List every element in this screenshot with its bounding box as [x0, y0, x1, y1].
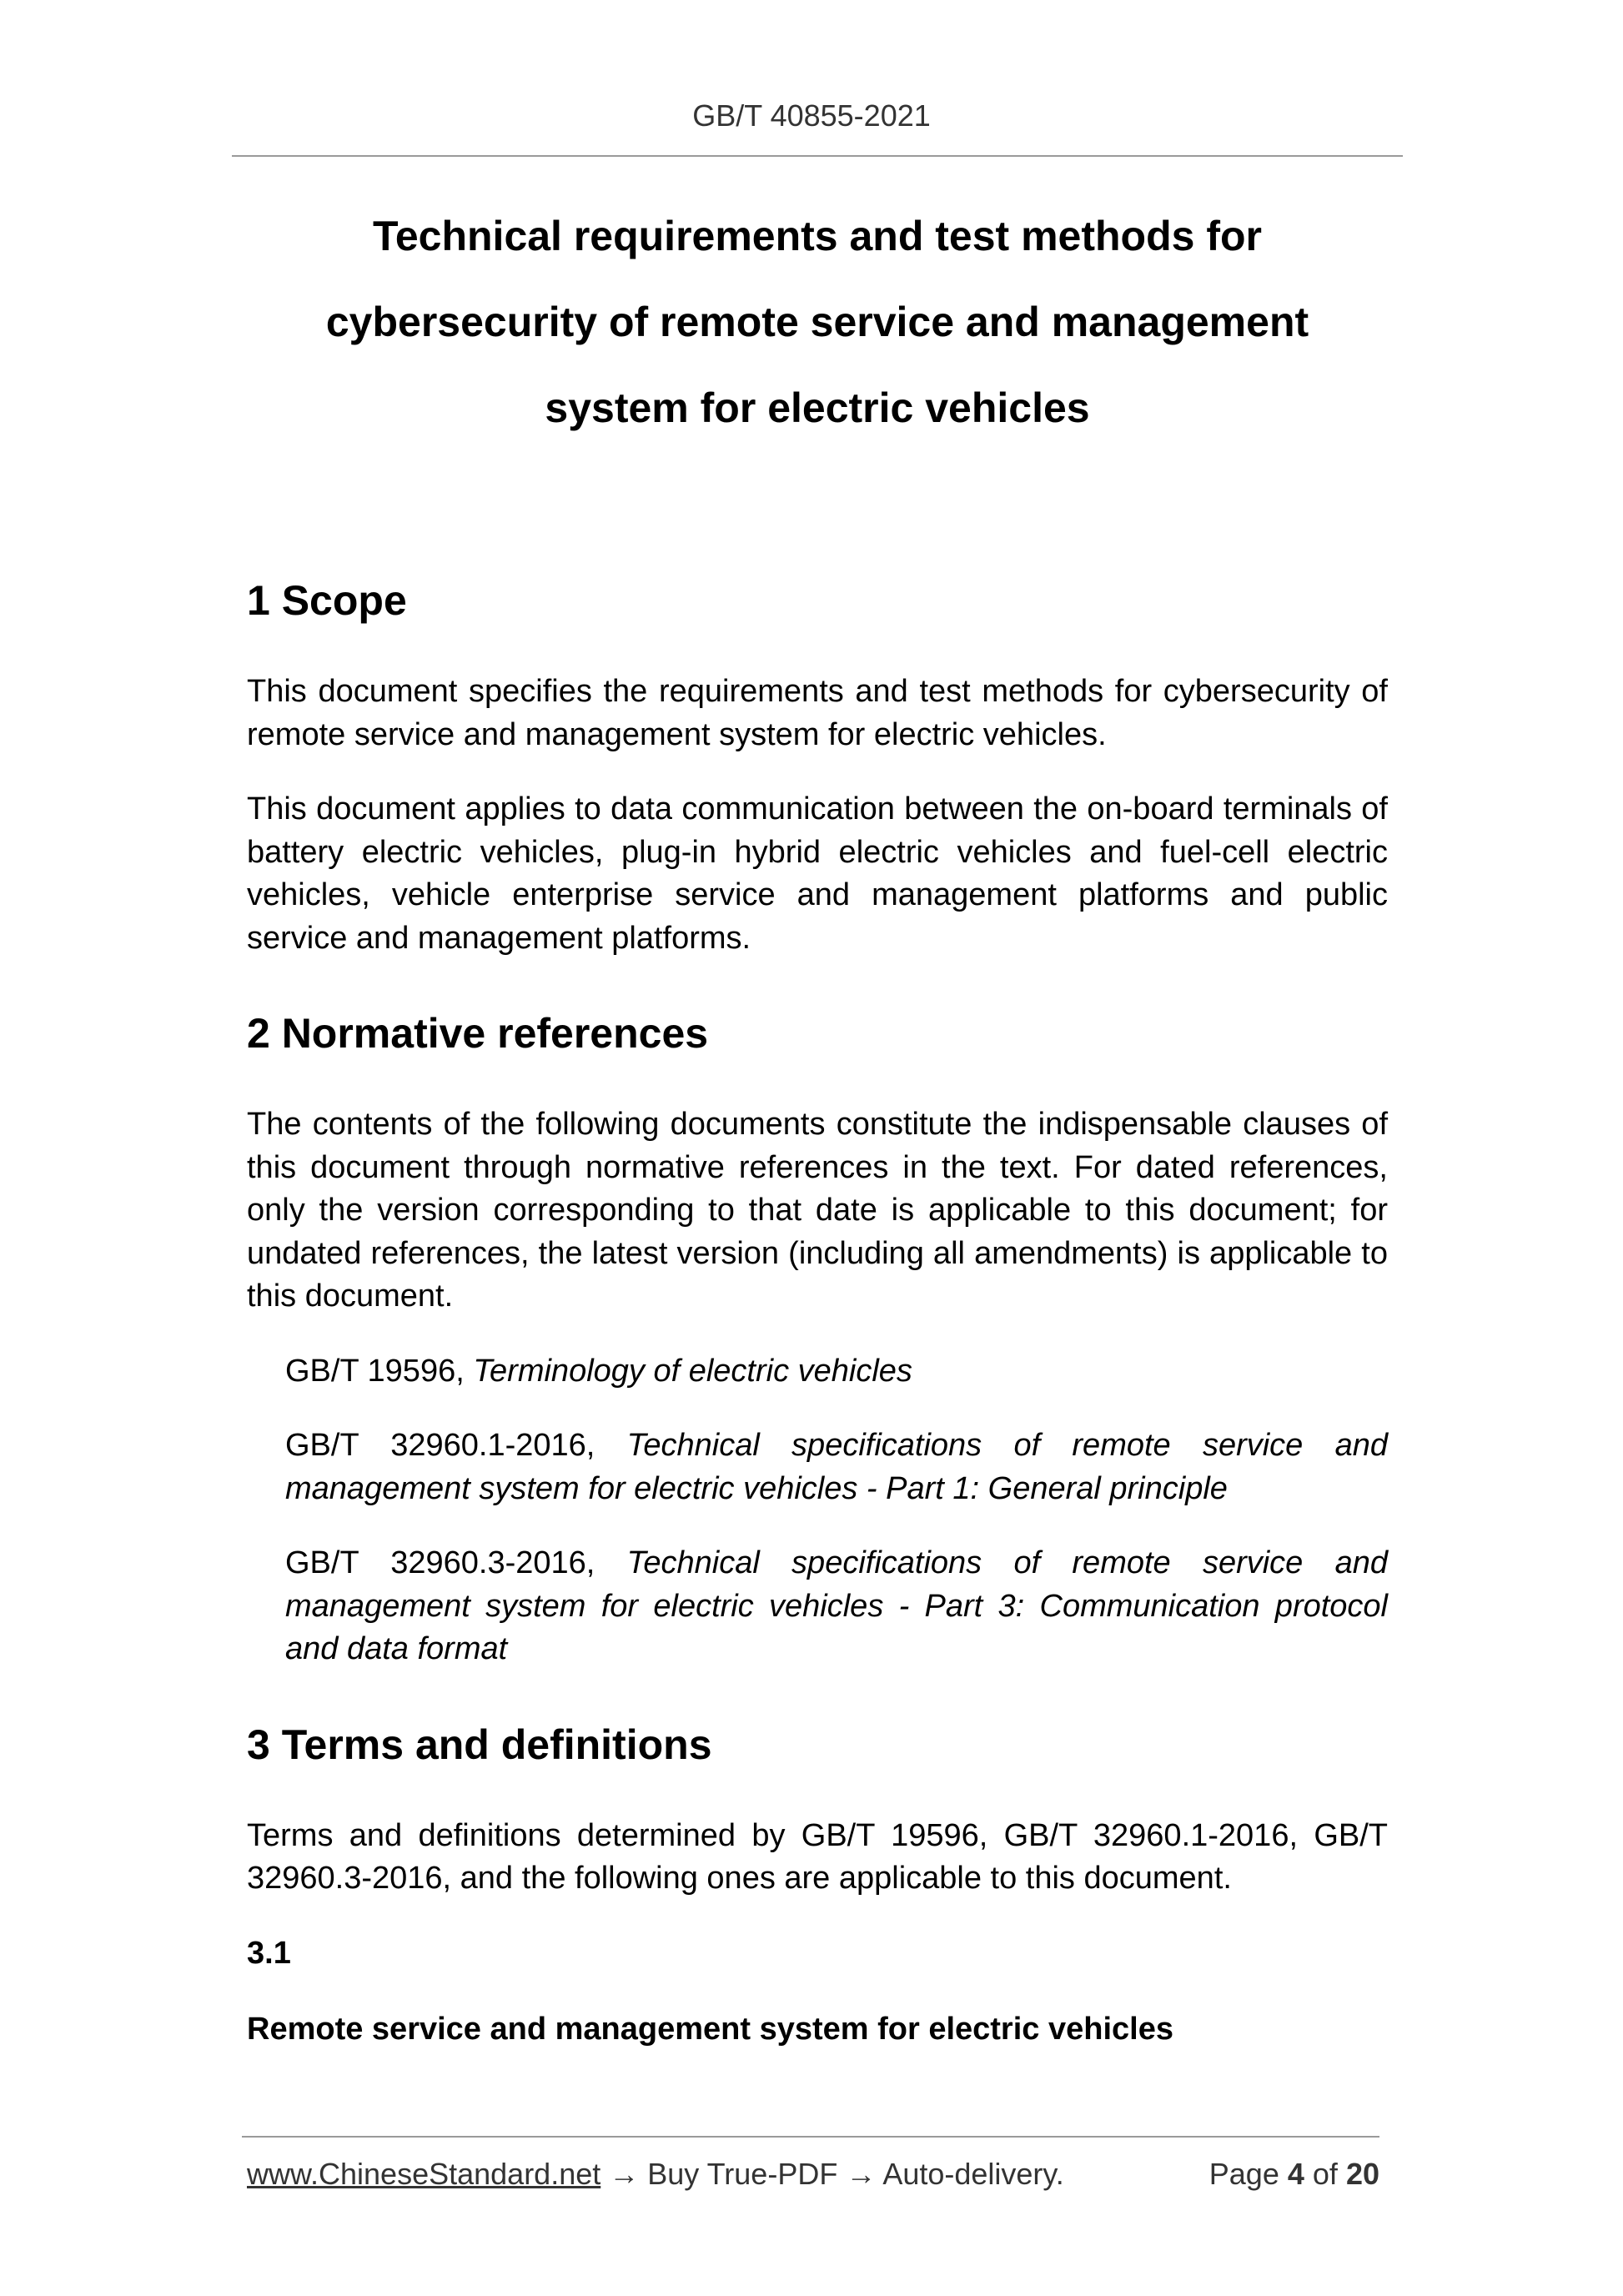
section-heading-scope: 1 Scope — [247, 577, 407, 624]
reference-title: Technical specifications of remote service and management system for electric vehicles - Part 3: Communication protocol and data format — [285, 1545, 1388, 1666]
section-heading-normative-references: 2 Normative references — [247, 1010, 709, 1057]
term-number: 3.1 — [247, 1935, 291, 1971]
section-heading-terms-definitions: 3 Terms and definitions — [247, 1721, 712, 1768]
scope-paragraph-1: This document specifies the requirements and test methods for cybersecurity of remote service and management system for electric vehicles. — [247, 674, 1388, 752]
website-link[interactable]: www.ChineseStandard.net — [247, 2157, 601, 2191]
terms-definitions-paragraph: Terms and definitions determined by GB/T 19596, GB/T 32960.1-2016, GB/T 32960.3-2016, and the following ones are applicable to this document. — [247, 1817, 1388, 1896]
reference-item — [285, 1424, 1388, 1510]
header-standard-code: GB/T 40855-2021 — [692, 98, 931, 133]
footer-promo-text: → Buy True-PDF → Auto-delivery. — [600, 2157, 1064, 2191]
reference-code: GB/T 32960.3-2016, — [285, 1545, 627, 1580]
page-number — [1209, 2157, 1379, 2192]
document-title-line-3: system for electric vehicles — [545, 384, 1090, 431]
current-page-number: 4 — [1287, 2157, 1304, 2191]
reference-code: GB/T 32960.1-2016, — [285, 1428, 627, 1463]
normative-references-paragraph: The contents of the following documents constitute the indispensable clauses of this document through normative references in the text. For dated references, only the version corresponding to that date is applicable to this document; for undated references, the latest version (including all amendments) is applicable to this document. — [247, 1107, 1388, 1314]
reference-title: Technical specifications of remote service and management system for electric vehicles - Part 1: General principle — [285, 1428, 1388, 1506]
document-body — [247, 574, 1388, 2051]
page-label: Page — [1208, 2157, 1279, 2191]
reference-item — [285, 1542, 1388, 1671]
footer-promo — [247, 2157, 1064, 2192]
document-title — [232, 193, 1403, 451]
footer-divider — [242, 2136, 1379, 2138]
header-divider — [232, 155, 1403, 157]
of-label: of — [1312, 2157, 1338, 2191]
document-title-line-2: cybersecurity of remote service and management — [325, 299, 1309, 345]
total-page-number: 20 — [1345, 2157, 1379, 2191]
reference-item — [285, 1350, 1388, 1394]
document-title-line-1: Technical requirements and test methods for — [373, 213, 1262, 259]
scope-paragraph-2: This document applies to data communication between the on-board terminals of battery electric vehicles, plug-in hybrid electric vehicles and fuel-cell electric vehicles, vehicle enterprise service and management platforms and public service and management platforms. — [247, 791, 1388, 956]
term-name: Remote service and management system for electric vehicles — [247, 2011, 1173, 2047]
reference-code: GB/T 19596, — [285, 1353, 474, 1389]
reference-title: Terminology of electric vehicles — [473, 1353, 912, 1389]
